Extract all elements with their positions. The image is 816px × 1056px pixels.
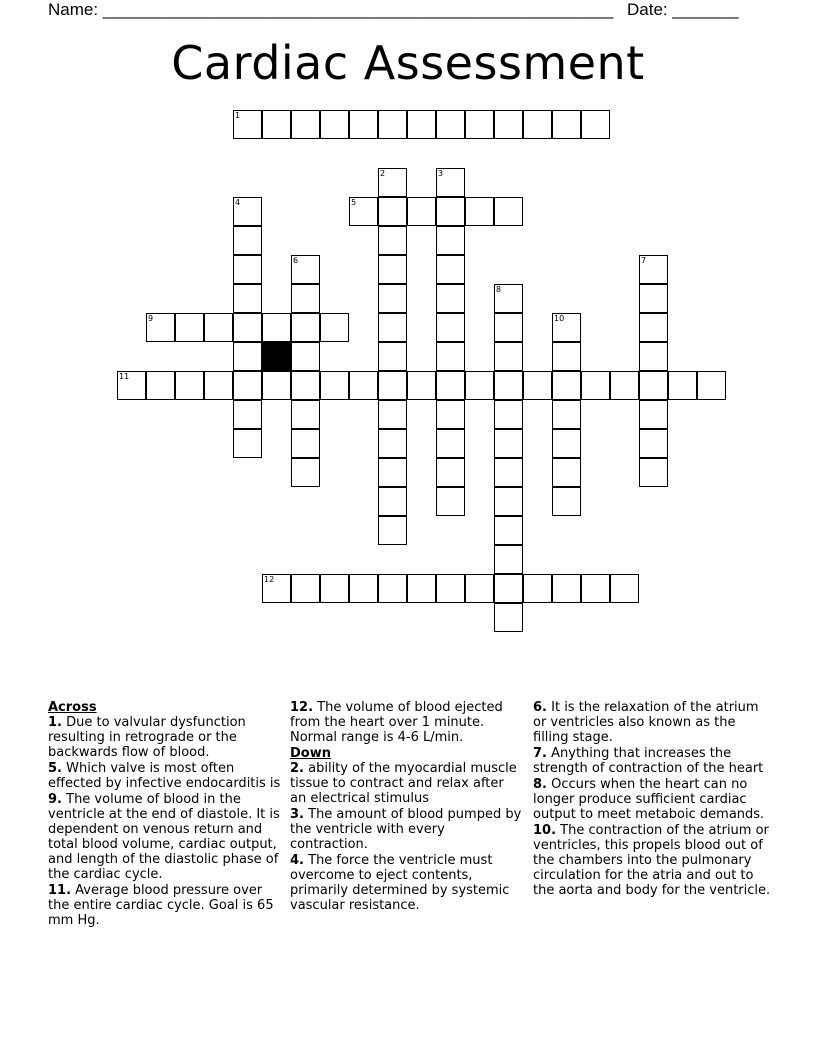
grid-cell[interactable] <box>494 545 523 574</box>
grid-cell-blocked <box>262 342 291 371</box>
grid-cell[interactable] <box>494 400 523 429</box>
grid-cell[interactable] <box>668 371 697 400</box>
clues-column-1 <box>48 700 283 929</box>
grid-cell[interactable] <box>378 110 407 139</box>
clue-down-2: 2. ability of the myocardial muscle tissue to contract and relax after an electrical stimulus <box>290 761 517 806</box>
grid-cell[interactable] <box>465 110 494 139</box>
grid-cell[interactable] <box>233 197 262 226</box>
grid-cell[interactable] <box>552 342 581 371</box>
grid-cell[interactable] <box>494 487 523 516</box>
clue-number-label: 6 <box>293 256 299 265</box>
grid-cell[interactable] <box>204 313 233 342</box>
grid-cell[interactable] <box>349 197 378 226</box>
grid-cell[interactable] <box>494 603 523 632</box>
grid-cell[interactable] <box>378 226 407 255</box>
grid-cell[interactable] <box>233 342 262 371</box>
grid-cell[interactable] <box>581 371 610 400</box>
grid-cell[interactable] <box>436 342 465 371</box>
clue-across-12: 12. The volume of blood ejected from the heart over 1 minute. Normal range is 4-6 L/min. <box>290 700 503 745</box>
grid-cell[interactable] <box>378 168 407 197</box>
grid-cell[interactable] <box>465 197 494 226</box>
grid-cell[interactable] <box>349 371 378 400</box>
grid-cell[interactable] <box>233 255 262 284</box>
clue-down-3: 3. The amount of blood pumped by the ventricle with every contraction. <box>290 807 522 852</box>
grid-cell[interactable] <box>639 429 668 458</box>
grid-cell[interactable] <box>436 168 465 197</box>
grid-cell[interactable] <box>407 574 436 603</box>
grid-cell[interactable] <box>233 371 262 400</box>
grid-cell[interactable] <box>581 574 610 603</box>
grid-cell[interactable] <box>378 487 407 516</box>
clue-across-1: 1. Due to valvular dysfunction resulting in retrograde or the backwards flow of blood. <box>48 715 246 760</box>
grid-cell[interactable] <box>291 255 320 284</box>
grid-cell[interactable] <box>204 371 233 400</box>
clue-down-6: 6. It is the relaxation of the atrium or ventricles also known as the filling stage. <box>533 700 759 745</box>
grid-cell[interactable] <box>291 110 320 139</box>
grid-cell[interactable] <box>320 313 349 342</box>
date-field[interactable]: Date: _______ <box>627 0 739 19</box>
grid-cell[interactable] <box>378 574 407 603</box>
grid-cell[interactable] <box>262 574 291 603</box>
clue-number-label: 4 <box>235 198 241 207</box>
clue-number-label: 12 <box>264 575 275 584</box>
grid-cell[interactable] <box>291 400 320 429</box>
grid-cell[interactable] <box>320 371 349 400</box>
clue-across-5: 5. Which valve is most often effected by infective endocarditis is <box>48 761 281 791</box>
down-heading: Down <box>290 746 331 761</box>
grid-cell[interactable] <box>552 371 581 400</box>
grid-cell[interactable] <box>552 429 581 458</box>
grid-cell[interactable] <box>610 371 639 400</box>
grid-cell[interactable] <box>552 458 581 487</box>
grid-cell[interactable] <box>349 574 378 603</box>
grid-cell[interactable] <box>494 458 523 487</box>
grid-cell[interactable] <box>378 255 407 284</box>
grid-cell[interactable] <box>262 371 291 400</box>
clue-down-4: 4. The force the ventricle must overcome to eject contents, primarily determined by systemic vascular resistance. <box>290 853 510 913</box>
grid-cell[interactable] <box>378 313 407 342</box>
grid-cell[interactable] <box>465 574 494 603</box>
grid-cell[interactable] <box>320 110 349 139</box>
grid-cell[interactable] <box>494 429 523 458</box>
grid-cell[interactable] <box>436 371 465 400</box>
clue-across-9: 9. The volume of blood in the ventricle at the end of diastole. It is dependent on venous return and total blood volume, cardiac output, and length of the diastolic phase of the cardiac cycle. <box>48 792 280 882</box>
clue-number-label: 1 <box>235 111 241 120</box>
grid-cell[interactable] <box>552 313 581 342</box>
grid-cell[interactable] <box>639 342 668 371</box>
grid-cell[interactable] <box>494 574 523 603</box>
grid-cell[interactable] <box>639 371 668 400</box>
grid-cell[interactable] <box>407 110 436 139</box>
grid-cell[interactable] <box>436 487 465 516</box>
clue-down-7: 7. Anything that increases the strength of contraction of the heart <box>533 746 764 776</box>
grid-cell[interactable] <box>233 226 262 255</box>
grid-cell[interactable] <box>639 400 668 429</box>
grid-cell[interactable] <box>436 458 465 487</box>
grid-cell[interactable] <box>291 342 320 371</box>
grid-cell[interactable] <box>494 313 523 342</box>
name-field[interactable]: Name: ______________________________________________________ <box>48 0 614 19</box>
grid-cell[interactable] <box>436 255 465 284</box>
clue-number-label: 3 <box>438 169 444 178</box>
clue-number-label: 9 <box>148 314 154 323</box>
grid-cell[interactable] <box>436 226 465 255</box>
grid-cell[interactable] <box>378 342 407 371</box>
grid-cell[interactable] <box>552 400 581 429</box>
clue-number-label: 8 <box>496 285 502 294</box>
grid-cell[interactable] <box>117 371 146 400</box>
grid-cell[interactable] <box>233 400 262 429</box>
grid-cell[interactable] <box>494 516 523 545</box>
grid-cell[interactable] <box>378 429 407 458</box>
clue-number-label: 5 <box>351 198 357 207</box>
grid-cell[interactable] <box>523 110 552 139</box>
grid-cell[interactable] <box>639 458 668 487</box>
grid-cell[interactable] <box>291 371 320 400</box>
grid-cell[interactable] <box>436 110 465 139</box>
grid-cell[interactable] <box>233 284 262 313</box>
grid-cell[interactable] <box>291 313 320 342</box>
grid-cell[interactable] <box>233 313 262 342</box>
grid-cell[interactable] <box>436 574 465 603</box>
grid-cell[interactable] <box>175 313 204 342</box>
grid-cell[interactable] <box>378 400 407 429</box>
grid-cell[interactable] <box>639 313 668 342</box>
grid-cell[interactable] <box>494 284 523 313</box>
grid-cell[interactable] <box>349 110 378 139</box>
clue-number-label: 2 <box>380 169 386 178</box>
grid-cell[interactable] <box>523 574 552 603</box>
clues-column-2 <box>290 700 522 914</box>
clue-across-11: 11. Average blood pressure over the entire cardiac cycle. Goal is 65 mm Hg. <box>48 883 274 928</box>
grid-cell[interactable] <box>494 371 523 400</box>
grid-cell[interactable] <box>262 313 291 342</box>
grid-cell[interactable] <box>523 371 552 400</box>
grid-cell[interactable] <box>262 110 291 139</box>
clue-down-10: 10. The contraction of the atrium or ventricles, this propels blood out of the chambers into the pulmonary circulation for the atria and out to the aorta and body for the ventricle. <box>533 823 771 898</box>
grid-cell[interactable] <box>436 197 465 226</box>
clue-number-label: 7 <box>641 256 647 265</box>
clue-number-label: 11 <box>119 372 130 381</box>
grid-cell[interactable] <box>291 429 320 458</box>
grid-cell[interactable] <box>320 574 349 603</box>
grid-cell[interactable] <box>175 371 204 400</box>
grid-cell[interactable] <box>407 197 436 226</box>
grid-cell[interactable] <box>436 400 465 429</box>
grid-cell[interactable] <box>494 342 523 371</box>
grid-cell[interactable] <box>436 284 465 313</box>
clue-number-label: 10 <box>554 314 565 323</box>
grid-cell[interactable] <box>610 574 639 603</box>
clue-down-8: 8. Occurs when the heart can no longer produce sufficient cardiac output to meet metaboic demands. <box>533 777 765 822</box>
grid-cell[interactable] <box>494 110 523 139</box>
grid-cell[interactable] <box>552 487 581 516</box>
grid-cell[interactable] <box>378 284 407 313</box>
grid-cell[interactable] <box>436 313 465 342</box>
grid-cell[interactable] <box>436 429 465 458</box>
grid-cell[interactable] <box>146 371 175 400</box>
grid-cell[interactable] <box>378 371 407 400</box>
grid-cell[interactable] <box>581 110 610 139</box>
grid-cell[interactable] <box>378 516 407 545</box>
grid-cell[interactable] <box>639 284 668 313</box>
across-heading: Across <box>48 700 97 715</box>
grid-cell[interactable] <box>233 110 262 139</box>
grid-cell[interactable] <box>378 197 407 226</box>
grid-cell[interactable] <box>146 313 175 342</box>
grid-cell[interactable] <box>552 574 581 603</box>
grid-cell[interactable] <box>465 371 494 400</box>
grid-cell[interactable] <box>697 371 726 400</box>
grid-cell[interactable] <box>378 458 407 487</box>
clues-column-3 <box>533 700 773 899</box>
grid-cell[interactable] <box>291 458 320 487</box>
grid-cell[interactable] <box>552 110 581 139</box>
grid-cell[interactable] <box>291 574 320 603</box>
grid-cell[interactable] <box>407 371 436 400</box>
grid-cell[interactable] <box>233 429 262 458</box>
page-title: Cardiac Assessment <box>171 36 645 90</box>
grid-cell[interactable] <box>494 197 523 226</box>
grid-cell[interactable] <box>639 255 668 284</box>
grid-cell[interactable] <box>291 284 320 313</box>
